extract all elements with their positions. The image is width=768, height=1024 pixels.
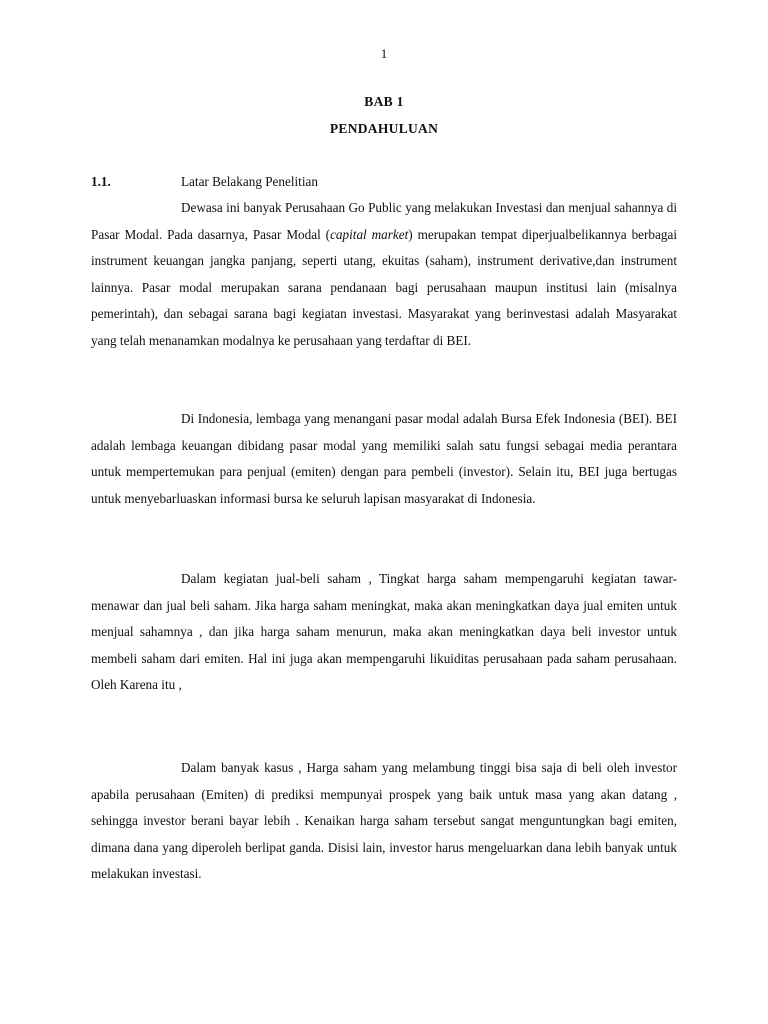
paragraph-2-text: Di Indonesia, lembaga yang menangani pasar modal adalah Bursa Efek Indonesia (BEI). BEI adalah lembaga keuangan dibidang pasar modal yang memiliki salah satu fungsi sebagai media perantara untuk mempertemukan para penjual (emiten) dengan para pembeli (investor). Selain itu, BEI juga bertugas untuk menyebarluaskan informasi bursa ke seluruh lapisan masyarakat di Indonesia. <box>91 411 677 506</box>
paragraph-4 <box>91 755 677 888</box>
section-title: Latar Belakang Penelitian <box>181 174 318 189</box>
paragraph-4-text: Dalam banyak kasus , Harga saham yang melambung tinggi bisa saja di beli oleh investor apabila perusahaan (Emiten) di prediksi mempunyai prospek yang baik untuk masa yang akan datang , sehingga investor berani bayar lebih . Kenaikan harga saham tersebut sangat menguntungkan bagi emiten, dimana dana yang diperoleh berlipat ganda. Disisi lain, investor harus mengeluarkan dana lebih banyak untuk melakukan investasi. <box>91 760 677 882</box>
paragraph-1-italic-term: capital market <box>330 226 409 242</box>
page-number: 1 <box>380 46 388 61</box>
paragraph-1 <box>91 195 677 355</box>
section-number: 1.1. <box>91 174 111 189</box>
chapter-title: PENDAHULUAN <box>329 121 439 136</box>
paragraph-1-text-a: Dewasa ini banyak Perusahaan Go Public yang melakukan Investasi dan menjual sahannya di Pasar Modal. Pada dasarnya, Pasar Modal ( <box>91 200 677 242</box>
paragraph-2 <box>91 406 677 512</box>
paragraph-1-text-b: ) merupakan tempat diperjualbelikannya berbagai instrument keuangan jangka panjang, seperti utang, ekuitas (saham), instrument derivative,dan instrument lainnya. Pasar modal merupakan sarana pendanaan bagi perusahaan maupun institusi lain (misalnya pemerintah), dan sebagai sarana bagi kegiatan investasi. Masyarakat yang berinvestasi adalah Masyarakat yang telah menanamkan modalnya ke perusahaan yang terdaftar di BEI. <box>91 226 677 348</box>
paragraph-3-text: Dalam kegiatan jual-beli saham , Tingkat harga saham mempengaruhi kegiatan tawar-menawar dan jual beli saham. Jika harga saham meningkat, maka akan meningkatkan daya jual emiten untuk menjual sahamnya , dan jika harga saham menurun, maka akan meningkatkan daya beli investor untuk membeli saham dari emiten. Hal ini juga akan mempengaruhi likuiditas perusahaan pada saham perusahaan. Oleh Karena itu , <box>91 571 677 693</box>
paragraph-3 <box>91 566 677 699</box>
chapter-label: BAB 1 <box>364 94 404 109</box>
